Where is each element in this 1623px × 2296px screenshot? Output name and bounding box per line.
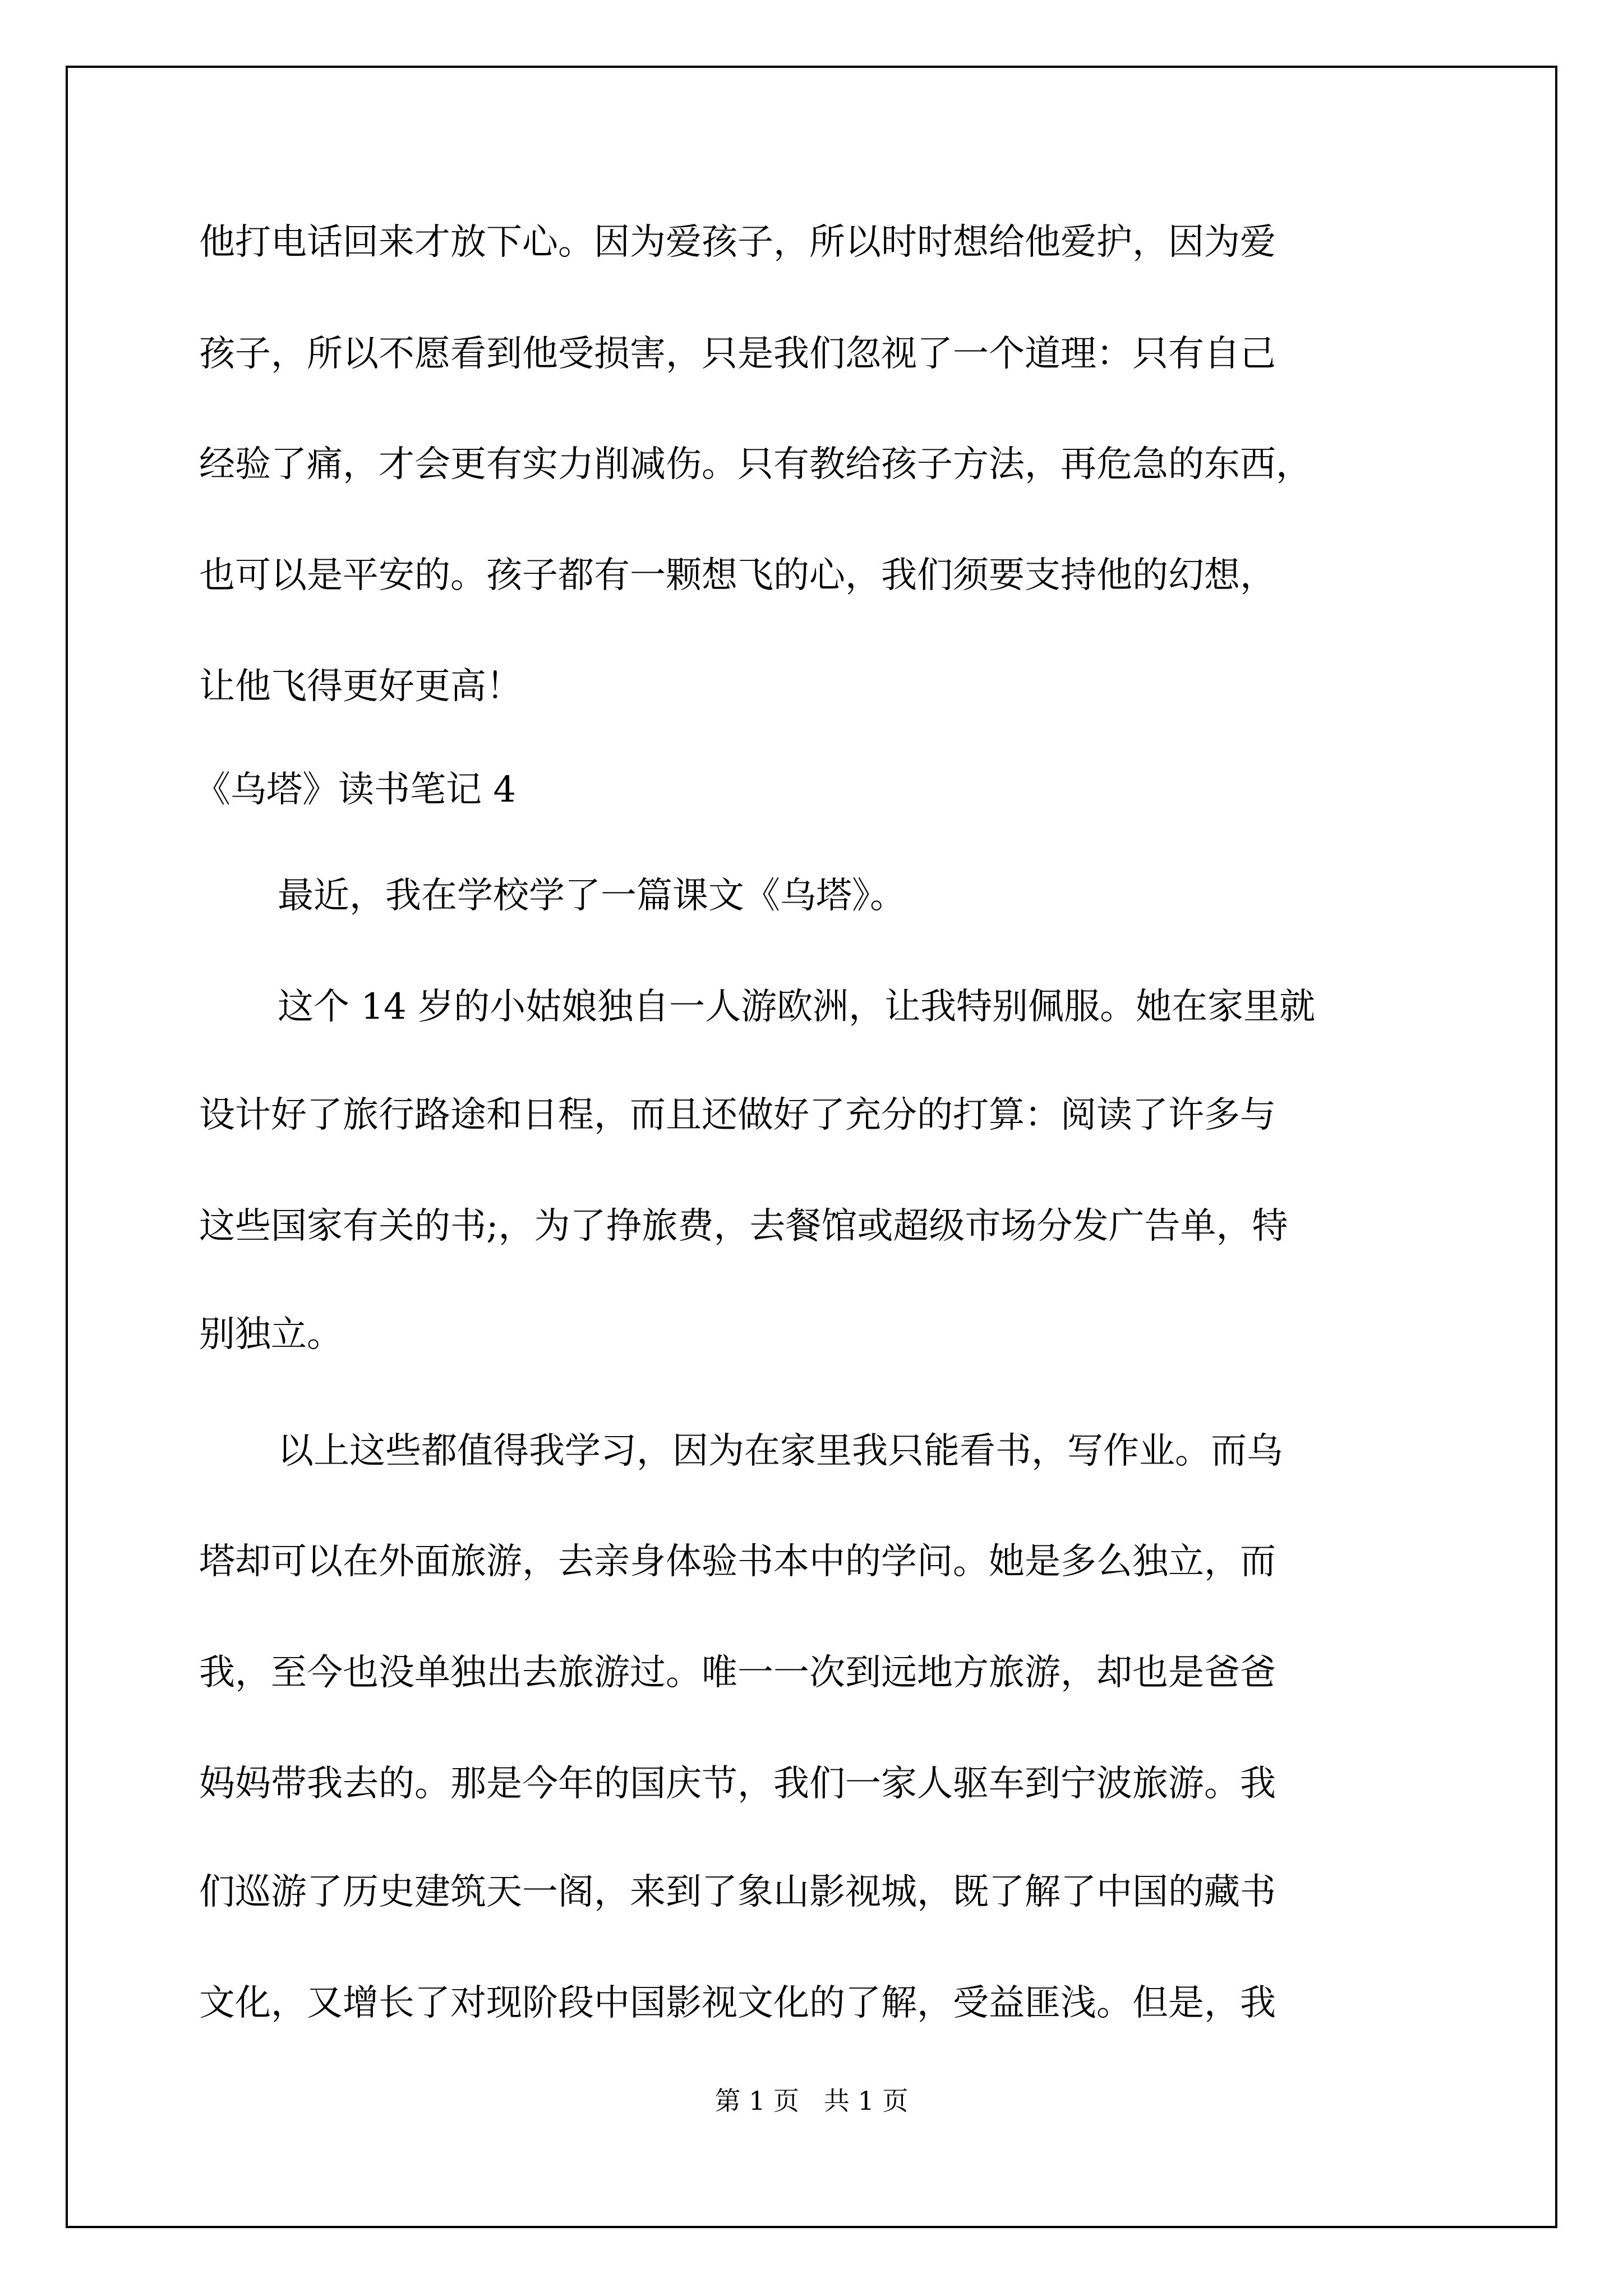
paragraph-line: 文化，又增长了对现阶段中国影视文化的了解，受益匪浅。但是，我 <box>199 1982 1276 2024</box>
paragraph-line: 也可以是平安的。孩子都有一颗想飞的心，我们须要支持他的幻想， <box>199 555 1276 596</box>
paragraph-line: 妈妈带我去的。那是今年的国庆节，我们一家人驱车到宁波旅游。我 <box>199 1763 1276 1805</box>
section-heading: 《乌塔》读书笔记 4 <box>195 769 517 811</box>
paragraph-line: 这些国家有关的书;，为了挣旅费，去餐馆或超级市场分发广告单，特 <box>199 1205 1288 1247</box>
paragraph-line: 这个 14 岁的小姑娘独自一人游欧洲，让我特别佩服。她在家里就 <box>278 986 1316 1028</box>
paragraph-line: 塔却可以在外面旅游，去亲身体验书本中的学问。她是多么独立，而 <box>199 1541 1276 1582</box>
paragraph-line: 们巡游了历史建筑天一阁，来到了象山影视城，既了解了中国的藏书 <box>199 1871 1276 1913</box>
paragraph-line: 他打电话回来才放下心。因为爱孩子，所以时时想给他爱护，因为爱 <box>199 222 1276 263</box>
paragraph-line: 设计好了旅行路途和日程，而且还做好了充分的打算：阅读了许多与 <box>199 1094 1276 1136</box>
paragraph-line: 别独立。 <box>199 1314 343 1355</box>
paragraph-line: 我，至今也没单独出去旅游过。唯一一次到远地方旅游，却也是爸爸 <box>199 1652 1276 1694</box>
paragraph-line: 最近，我在学校学了一篇课文《乌塔》。 <box>278 875 906 917</box>
paragraph-line: 让他飞得更好更高！ <box>199 666 522 707</box>
page-footer: 第 1 页 共 1 页 <box>714 2086 909 2116</box>
paragraph-line: 经验了痛，才会更有实力削减伤。只有教给孩子方法，再危急的东西， <box>199 444 1312 485</box>
paragraph-line: 以上这些都值得我学习，因为在家里我只能看书，写作业。而乌 <box>278 1430 1283 1472</box>
paragraph-line: 孩子，所以不愿看到他受损害，只是我们忽视了一个道理：只有自己 <box>199 333 1276 375</box>
